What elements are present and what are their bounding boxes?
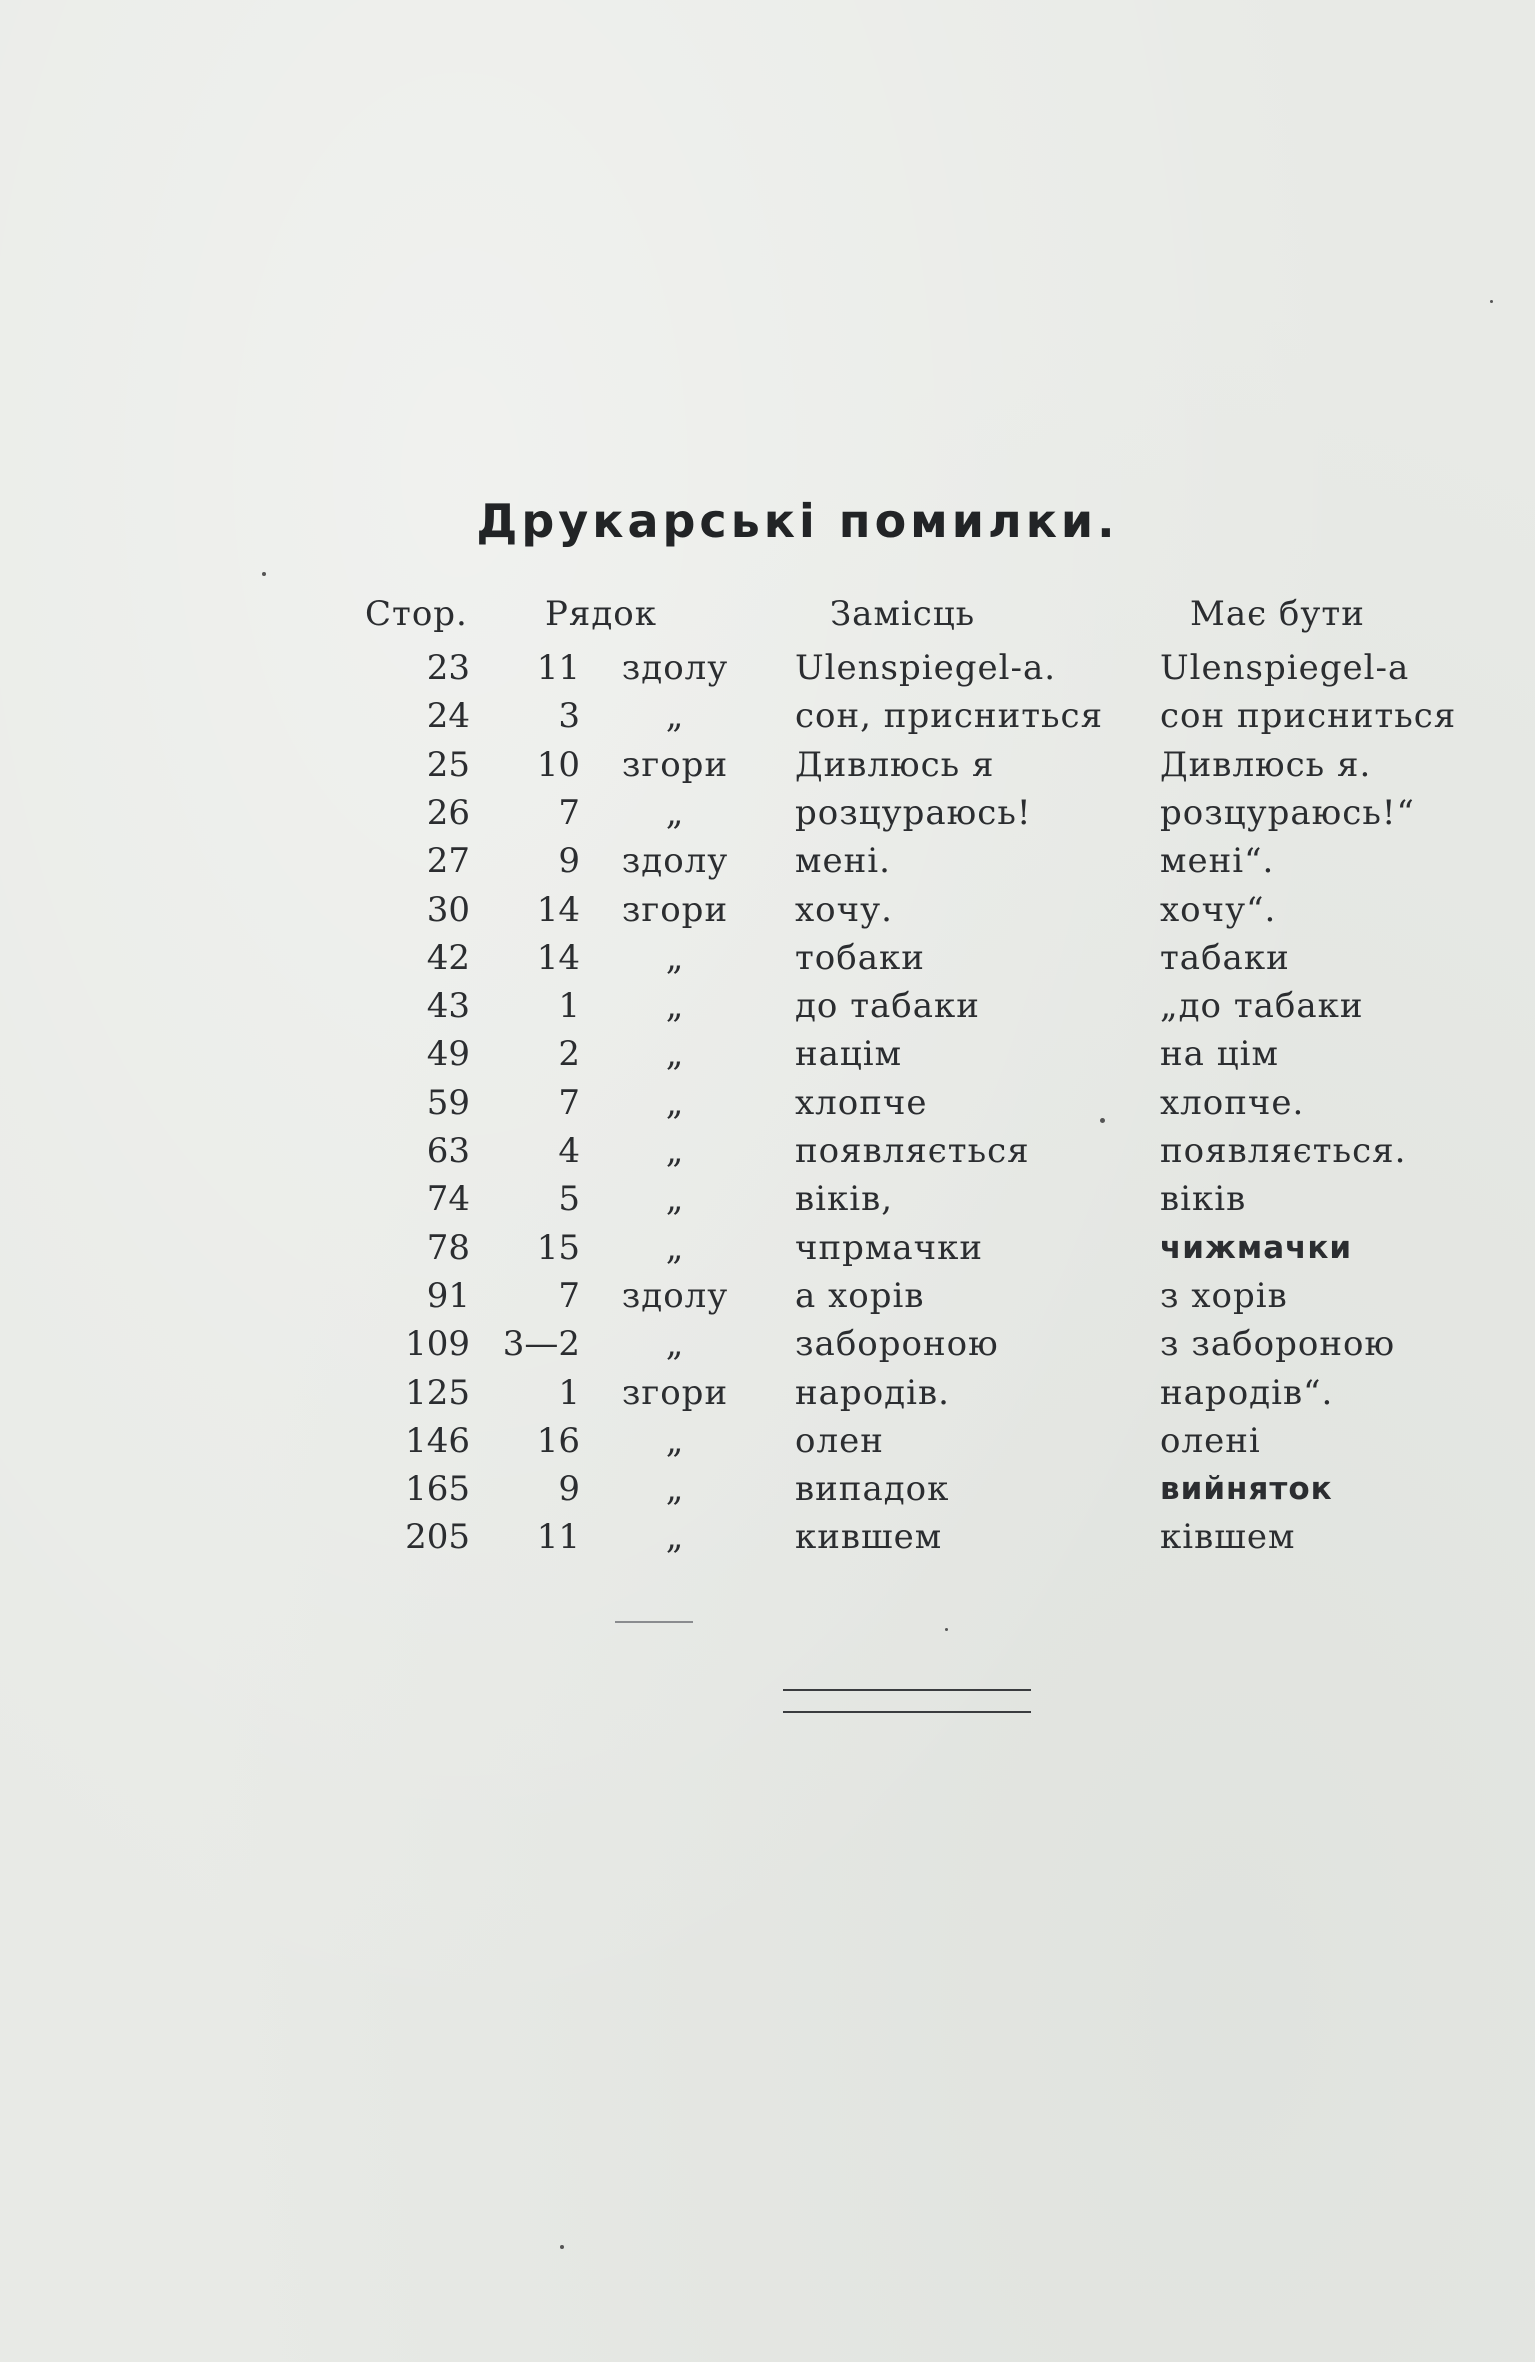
errata-wrong-text: тобаки bbox=[795, 937, 925, 978]
errata-correct-text: Ulenspiegel-a bbox=[1160, 648, 1410, 688]
errata-correct-text: з забороною bbox=[1160, 1324, 1396, 1365]
errata-line-number: 14 bbox=[536, 889, 580, 930]
errata-page-number: 42 bbox=[426, 937, 470, 978]
errata-correct-text: розцураюсь!“ bbox=[1160, 792, 1415, 833]
errata-correct-text: хочу“. bbox=[1160, 889, 1277, 930]
errata-correct-text: чижмачки bbox=[1160, 1229, 1353, 1266]
errata-direction: здолу bbox=[621, 841, 729, 882]
errata-wrong-text: віків, bbox=[795, 1179, 894, 1220]
errata-direction: „ bbox=[665, 1034, 685, 1075]
errata-page-number: 165 bbox=[405, 1469, 470, 1510]
header-right: Має бути bbox=[1190, 594, 1365, 634]
errata-row bbox=[0, 1371, 1535, 1415]
errata-wrong-text: кившем bbox=[795, 1517, 943, 1558]
errata-correct-text: вийняток bbox=[1160, 1471, 1333, 1508]
errata-correct-text: сон присниться bbox=[1160, 696, 1457, 737]
errata-wrong-text: хлопче bbox=[795, 1082, 928, 1123]
errata-row bbox=[0, 1226, 1535, 1270]
double-rule-bottom bbox=[783, 1711, 1031, 1713]
errata-row bbox=[0, 694, 1535, 738]
errata-wrong-text: розцураюсь! bbox=[795, 792, 1032, 833]
errata-wrong-text: націм bbox=[795, 1034, 903, 1075]
errata-direction: „ bbox=[665, 1082, 685, 1123]
errata-correct-text: на цім bbox=[1160, 1034, 1279, 1075]
errata-direction: „ bbox=[665, 937, 685, 978]
header-wrong: Замісць bbox=[830, 594, 976, 634]
errata-row bbox=[0, 1081, 1535, 1125]
errata-correct-text: мені“. bbox=[1160, 841, 1275, 882]
errata-row bbox=[0, 791, 1535, 835]
errata-line-number: 16 bbox=[536, 1420, 580, 1461]
errata-row bbox=[0, 646, 1535, 690]
errata-direction: згори bbox=[621, 1372, 729, 1413]
errata-row bbox=[0, 1322, 1535, 1366]
errata-wrong-text: хочу. bbox=[795, 889, 893, 930]
errata-correct-text: з хорів bbox=[1160, 1275, 1288, 1316]
errata-page-number: 23 bbox=[426, 648, 470, 688]
paper-speck bbox=[560, 2245, 564, 2249]
errata-correct-text: олені bbox=[1160, 1420, 1261, 1461]
errata-wrong-text: чпрмачки bbox=[795, 1227, 984, 1268]
errata-line-number: 7 bbox=[558, 792, 580, 833]
errata-wrong-text: Дивлюсь я bbox=[795, 744, 995, 785]
errata-page-number: 25 bbox=[426, 744, 470, 785]
errata-wrong-text: мені. bbox=[795, 841, 891, 882]
errata-wrong-text: народів. bbox=[795, 1372, 950, 1413]
errata-row bbox=[0, 839, 1535, 883]
errata-line-number: 10 bbox=[536, 744, 580, 785]
errata-correct-text: Дивлюсь я. bbox=[1160, 744, 1372, 785]
errata-page-number: 109 bbox=[405, 1324, 470, 1365]
errata-direction: „ bbox=[665, 696, 685, 737]
errata-line-number: 11 bbox=[536, 648, 580, 688]
errata-wrong-text: а хорів bbox=[795, 1275, 925, 1316]
errata-line-number: 7 bbox=[558, 1082, 580, 1123]
header-line: Рядок bbox=[545, 594, 657, 634]
errata-line-number: 2 bbox=[558, 1034, 580, 1075]
errata-row bbox=[0, 1419, 1535, 1463]
errata-direction: „ bbox=[665, 1517, 685, 1558]
errata-line-number: 1 bbox=[558, 1372, 580, 1413]
paper-speck bbox=[1100, 1118, 1105, 1123]
errata-correct-text: „до табаки bbox=[1160, 986, 1364, 1027]
errata-direction: „ bbox=[665, 1131, 685, 1171]
errata-table bbox=[0, 592, 1535, 1592]
errata-line-number: 15 bbox=[536, 1227, 580, 1268]
errata-row bbox=[0, 936, 1535, 980]
errata-correct-text: табаки bbox=[1160, 937, 1290, 978]
errata-direction: „ bbox=[665, 1420, 685, 1461]
errata-page-number: 205 bbox=[405, 1517, 470, 1558]
errata-direction: „ bbox=[665, 792, 685, 833]
errata-line-number: 3 bbox=[558, 696, 580, 737]
paper-speck bbox=[1490, 300, 1493, 303]
errata-line-number: 9 bbox=[558, 1469, 580, 1510]
errata-row bbox=[0, 984, 1535, 1028]
errata-correct-text: хлопче. bbox=[1160, 1082, 1305, 1123]
errata-direction: „ bbox=[665, 1227, 685, 1268]
errata-row bbox=[0, 888, 1535, 932]
errata-header-row bbox=[0, 592, 1535, 636]
errata-row bbox=[0, 743, 1535, 787]
page-title: Друкарські помилки. bbox=[476, 494, 1119, 548]
errata-page-number: 49 bbox=[426, 1034, 470, 1075]
errata-direction: згори bbox=[621, 744, 729, 785]
paper-speck bbox=[262, 572, 266, 576]
paper-speck bbox=[945, 1628, 948, 1631]
errata-page-number: 125 bbox=[405, 1372, 470, 1413]
double-rule-top bbox=[783, 1689, 1031, 1691]
errata-row bbox=[0, 1177, 1535, 1221]
errata-line-number: 1 bbox=[558, 986, 580, 1027]
errata-row bbox=[0, 1129, 1535, 1173]
errata-line-number: 3—2 bbox=[502, 1324, 580, 1365]
errata-page-number: 59 bbox=[426, 1082, 470, 1123]
errata-wrong-text: появляється bbox=[795, 1131, 1030, 1171]
errata-direction: „ bbox=[665, 1469, 685, 1510]
errata-line-number: 11 bbox=[536, 1517, 580, 1558]
errata-page-number: 27 bbox=[426, 841, 470, 882]
errata-page-number: 91 bbox=[426, 1275, 470, 1316]
errata-page-number: 78 bbox=[426, 1227, 470, 1268]
errata-row bbox=[0, 1274, 1535, 1318]
errata-line-number: 4 bbox=[558, 1131, 580, 1171]
errata-wrong-text: Ulenspiegel-a. bbox=[795, 648, 1057, 688]
errata-line-number: 9 bbox=[558, 841, 580, 882]
errata-wrong-text: сон, присниться bbox=[795, 696, 1104, 737]
errata-page-number: 74 bbox=[426, 1179, 470, 1220]
errata-wrong-text: до табаки bbox=[795, 986, 980, 1027]
errata-correct-text: віків bbox=[1160, 1179, 1247, 1220]
errata-wrong-text: забороною bbox=[795, 1324, 999, 1365]
errata-direction: „ bbox=[665, 1324, 685, 1365]
errata-correct-text: народів“. bbox=[1160, 1372, 1334, 1413]
errata-row bbox=[0, 1032, 1535, 1076]
errata-page-number: 146 bbox=[405, 1420, 470, 1461]
errata-page-number: 26 bbox=[426, 792, 470, 833]
errata-correct-text: появляється. bbox=[1160, 1131, 1407, 1171]
errata-page-number: 43 bbox=[426, 986, 470, 1027]
errata-wrong-text: олен bbox=[795, 1420, 884, 1461]
errata-correct-text: ківшем bbox=[1160, 1517, 1296, 1558]
errata-line-number: 7 bbox=[558, 1275, 580, 1316]
errata-direction: здолу bbox=[621, 1275, 729, 1316]
errata-page-number: 63 bbox=[426, 1131, 470, 1171]
errata-page-number: 24 bbox=[426, 696, 470, 737]
errata-direction: здолу bbox=[621, 648, 729, 688]
errata-direction: „ bbox=[665, 986, 685, 1027]
errata-line-number: 5 bbox=[558, 1179, 580, 1220]
errata-line-number: 14 bbox=[536, 937, 580, 978]
errata-row bbox=[0, 1467, 1535, 1511]
errata-page-number: 30 bbox=[426, 889, 470, 930]
errata-direction: згори bbox=[621, 889, 729, 930]
errata-direction: „ bbox=[665, 1179, 685, 1220]
errata-wrong-text: випадок bbox=[795, 1469, 950, 1510]
errata-row bbox=[0, 1515, 1535, 1559]
short-divider bbox=[615, 1621, 693, 1623]
header-page: Стор. bbox=[365, 594, 468, 634]
